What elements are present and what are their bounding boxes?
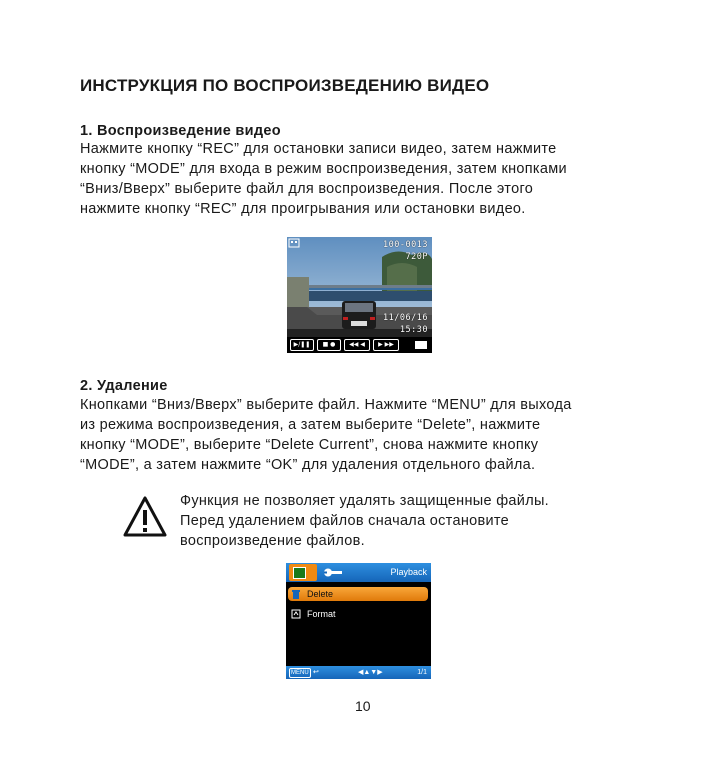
section2-line: Кнопками “Вниз/Вверх” выберите файл. Нажмите “MENU” для выхода — [80, 397, 572, 413]
menu-title: Playback — [390, 567, 427, 577]
section1-line: нажмите кнопку “REC” для проигрывания или остановки видео. — [80, 201, 526, 217]
trash-icon — [291, 589, 301, 599]
playback-tab-icon — [289, 564, 317, 581]
play-pause-icon: ▶/❚❚ — [290, 339, 314, 351]
section1-line: “Вниз/Вверх” выберите файл для воспроизведения. После этого — [80, 181, 534, 197]
section1-text — [80, 139, 660, 219]
playback-menu-screenshot — [286, 563, 431, 679]
forward-icon: ▶ ▶▶ — [373, 339, 399, 351]
wrench-icon — [324, 568, 342, 577]
resolution-label: 720P — [405, 252, 428, 262]
warning-line: Функция не позволяет удалять защищенные файлы. — [180, 493, 549, 509]
section1-line: кнопку “MODE” для входа в режим воспроизведения, затем кнопками — [80, 161, 567, 177]
format-icon — [291, 609, 301, 619]
section1-heading: 1. Воспроизведение видео — [80, 123, 281, 139]
section1-line: Нажмите кнопку “REC” для остановки записи видео, затем нажмите — [80, 141, 557, 157]
battery-icon — [415, 341, 427, 349]
warning-text — [180, 491, 549, 551]
stop-icon: ■ ● — [317, 339, 341, 351]
page-indicator: 1/1 — [417, 669, 427, 676]
menu-item-label: Format — [307, 609, 336, 619]
menu-item-delete — [288, 587, 428, 601]
menu-button-label: MENU — [291, 670, 309, 676]
date-label: 11/06/16 — [383, 313, 428, 323]
section2-heading: 2. Удаление — [80, 378, 168, 394]
back-icon: ↩ — [313, 669, 319, 676]
warning-triangle-icon — [122, 495, 168, 539]
menu-item-label: Delete — [307, 589, 334, 599]
menu-header — [286, 563, 431, 582]
time-label: 15:30 — [399, 325, 428, 335]
nav-arrows-icon: ◀▲▼▶ — [358, 669, 383, 676]
section2-line: кнопку “MODE”, выберите “Delete Current”, снова нажмите кнопку — [80, 437, 539, 453]
control-bar — [287, 337, 432, 353]
warning-line: воспроизведение файлов. — [180, 533, 366, 549]
rewind-icon: ◀◀ ◀ — [344, 339, 370, 351]
section2-line: из режима воспроизведения, а затем выберите “Delete”, нажмите — [80, 417, 541, 433]
menu-item-format — [288, 607, 428, 621]
section2-line: “MODE”, а затем нажмите “OK” для удаления отдельного файла. — [80, 457, 536, 473]
playback-screenshot — [287, 237, 432, 353]
menu-footer — [286, 666, 431, 679]
section2-text — [80, 395, 660, 475]
page-number: 10 — [355, 698, 371, 714]
page-title: ИНСТРУКЦИЯ ПО ВОСПРОИЗВЕДЕНИЮ ВИДЕО — [80, 76, 490, 95]
file-number: 100-0013 — [383, 240, 428, 250]
warning-line: Перед удалением файлов сначала остановите — [180, 513, 510, 529]
